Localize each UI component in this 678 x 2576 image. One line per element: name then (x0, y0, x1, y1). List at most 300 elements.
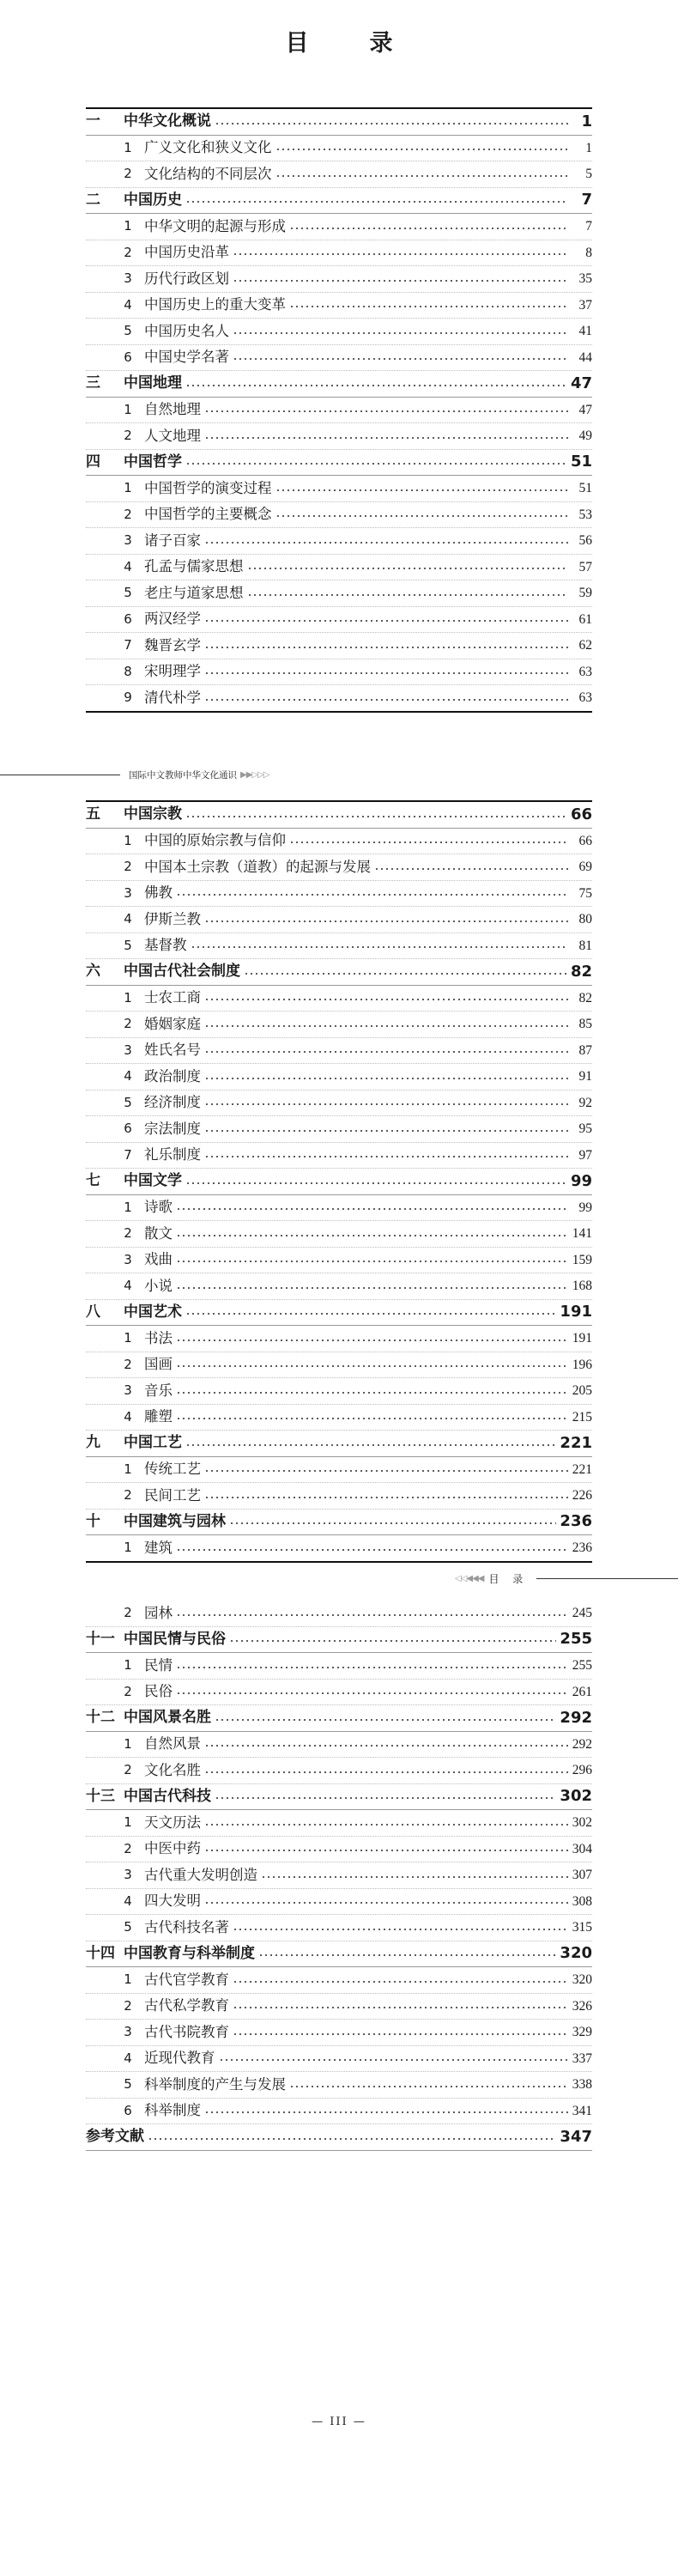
running-head-text: 国际中文教师中华文化通识 (129, 770, 237, 781)
dot-leader (204, 1497, 568, 1498)
entry-title: 散文 (144, 1224, 173, 1242)
toc-chapter-row[interactable] (86, 1705, 592, 1732)
entry-number: 4 (124, 296, 132, 313)
dot-leader (204, 1103, 568, 1105)
toc-entry-row[interactable] (86, 293, 592, 319)
toc-entry-row[interactable] (86, 2099, 592, 2125)
entry-number: 2 (124, 1016, 132, 1032)
dot-leader (185, 1182, 567, 1184)
entry-title: 中国历史名人 (144, 322, 229, 339)
toc-chapter-row[interactable] (86, 450, 592, 477)
entry-number: 7 (124, 1146, 132, 1163)
dot-leader (275, 489, 569, 491)
dot-leader (204, 1078, 568, 1079)
page-ref: 236 (572, 1540, 592, 1555)
entry-title: 中国历史沿革 (144, 244, 229, 260)
entry-title: 中华文明的起源与形成 (144, 217, 286, 234)
dot-leader (233, 253, 568, 255)
entry-number: 3 (124, 270, 132, 287)
toc-entry-row[interactable] (86, 398, 592, 424)
toc-entry-row[interactable] (86, 1653, 592, 1680)
page-title: 目 录 (285, 30, 412, 57)
toc-entry-row[interactable] (86, 476, 592, 502)
chapter-number: 四 (86, 453, 100, 471)
chapter-number: 十四 (86, 1944, 115, 1962)
entry-number: 5 (124, 323, 132, 339)
chapter-number: 七 (86, 1172, 100, 1190)
running-head-rule (536, 1578, 678, 1579)
dot-leader (244, 973, 567, 975)
dot-leader (233, 1929, 568, 1930)
entry-title: 历代行政区划 (144, 270, 229, 287)
toc-entry-row[interactable] (86, 2046, 592, 2073)
dot-leader (176, 1418, 568, 1419)
chapter-title: 中国建筑与园林 (124, 1512, 226, 1530)
running-head-left (0, 769, 678, 781)
toc-entry-row[interactable] (86, 1915, 592, 1941)
entry-number: 3 (124, 1251, 132, 1267)
entry-title: 音乐 (144, 1382, 173, 1399)
toc-chapter-row[interactable] (86, 107, 592, 136)
toc-entry-row[interactable] (86, 1405, 592, 1431)
chapter-title: 中国民情与民俗 (124, 1630, 226, 1648)
toc-entry-row[interactable] (86, 1457, 592, 1484)
page-ref: 226 (572, 1488, 592, 1503)
toc-entry-row[interactable] (86, 502, 592, 529)
toc-entry-row[interactable] (86, 986, 592, 1012)
toc-entry-row[interactable] (86, 1810, 592, 1837)
toc-entry-row[interactable] (86, 1038, 592, 1065)
page-ref: 91 (578, 1069, 592, 1084)
toc-block-3 (86, 1601, 592, 2151)
page-ref: 51 (570, 453, 592, 471)
entry-title: 文化名胜 (144, 1761, 201, 1778)
dot-leader (185, 1313, 556, 1315)
dot-leader (229, 1522, 556, 1524)
entry-number: 6 (124, 1121, 132, 1137)
dot-leader (233, 332, 568, 334)
chapter-title: 中国风景名胜 (124, 1709, 211, 1727)
toc-entry-row[interactable] (86, 829, 592, 855)
entry-number: 2 (124, 859, 132, 875)
toc-entry-row[interactable] (86, 240, 592, 267)
page-ref: 8 (585, 245, 592, 260)
page-ref: 221 (560, 1433, 592, 1452)
dot-leader (185, 201, 568, 203)
arrow-right-icon: ▶▶▷▷▷ (240, 770, 269, 780)
dot-leader (289, 306, 568, 307)
page-ref: 95 (578, 1121, 592, 1136)
dot-leader (374, 868, 568, 870)
page-ref: 337 (572, 2050, 592, 2066)
entry-number: 1 (124, 1657, 132, 1674)
entry-number: 1 (124, 1814, 132, 1831)
toc-entry-row[interactable] (86, 580, 592, 607)
entry-number: 2 (124, 166, 132, 182)
toc-chapter-row[interactable] (86, 1169, 592, 1195)
page-ref: 59 (578, 586, 592, 600)
chapter-title: 中国古代科技 (124, 1787, 211, 1805)
dot-leader (204, 2111, 568, 2113)
dot-leader (204, 1156, 568, 1157)
chapter-title: 中国艺术 (124, 1303, 182, 1321)
entry-title: 文化结构的不同层次 (144, 165, 272, 182)
toc-chapter-row[interactable] (86, 1627, 592, 1654)
page-ref: 341 (572, 2103, 592, 2118)
entry-number: 9 (124, 690, 132, 706)
entry-title: 老庄与道家思想 (144, 584, 244, 601)
toc-chapter-row[interactable] (86, 800, 592, 829)
page-ref: 80 (578, 912, 592, 927)
entry-number: 4 (124, 1408, 132, 1425)
chapter-title: 中国历史 (124, 191, 182, 209)
dot-leader (289, 841, 568, 843)
page-ref: 85 (578, 1017, 592, 1031)
toc-entry-row[interactable] (86, 319, 592, 345)
toc-chapter-row[interactable] (86, 959, 592, 986)
toc-entry-row[interactable] (86, 685, 592, 713)
dot-leader (204, 1824, 568, 1826)
toc-entry-row[interactable] (86, 1601, 592, 1627)
entry-title: 近现代教育 (144, 2050, 215, 2066)
dot-leader (289, 2086, 568, 2087)
toc-entry-row[interactable] (86, 881, 592, 908)
toc-entry-row[interactable] (86, 555, 592, 581)
entry-number: 5 (124, 937, 132, 953)
entry-title: 民间工艺 (144, 1486, 201, 1504)
page-ref: 302 (572, 1815, 592, 1830)
dot-leader (185, 463, 567, 465)
toc-block-2 (86, 800, 592, 1563)
page-ref: 5 (585, 167, 592, 181)
entry-number: 3 (124, 532, 132, 549)
toc-entry-row[interactable] (86, 266, 592, 293)
toc-entry-row[interactable] (86, 136, 592, 162)
dot-leader (148, 2138, 556, 2140)
page-ref: 320 (572, 1972, 592, 1987)
dot-leader (204, 999, 568, 1000)
toc-entry-row[interactable] (86, 345, 592, 372)
entry-title: 婚姻家庭 (144, 1015, 201, 1032)
page-ref: 35 (578, 271, 592, 286)
toc-entry-row[interactable] (86, 214, 592, 240)
page-ref: 168 (572, 1279, 592, 1293)
page-ref: 57 (578, 559, 592, 574)
dot-leader (215, 123, 568, 125)
page-ref: 47 (570, 374, 592, 392)
dot-leader (275, 175, 569, 177)
dot-leader (176, 1392, 568, 1394)
dot-leader (204, 672, 568, 674)
page-ref: 87 (578, 1042, 592, 1058)
dot-leader (289, 228, 568, 229)
page-ref: 292 (560, 1708, 592, 1727)
dot-leader (204, 1850, 568, 1851)
entry-title: 经济制度 (144, 1094, 201, 1110)
page-ref: 1 (585, 140, 592, 155)
chapter-title: 中国宗教 (124, 805, 182, 823)
dot-leader (176, 1261, 568, 1262)
entry-title: 中医中药 (144, 1840, 201, 1856)
page-ref: 66 (578, 833, 592, 848)
toc-entry-row[interactable] (86, 1680, 592, 1706)
page-ref: 37 (578, 297, 592, 313)
page-ref: 66 (570, 805, 592, 823)
chapter-title: 中国古代社会制度 (124, 963, 240, 981)
entry-number: 1 (124, 1540, 132, 1556)
running-head-right (455, 1571, 678, 1586)
page-ref: 307 (572, 1868, 592, 1882)
page-ref: 296 (572, 1763, 592, 1777)
entry-number: 4 (124, 558, 132, 574)
entry-number: 1 (124, 1735, 132, 1752)
toc-entry-row[interactable] (86, 2072, 592, 2099)
entry-number: 7 (124, 637, 132, 653)
entry-number: 2 (124, 428, 132, 444)
entry-number: 2 (124, 1840, 132, 1856)
page-ref: 191 (560, 1303, 592, 1321)
dot-leader (275, 149, 569, 150)
toc-entry-row[interactable] (86, 1195, 592, 1222)
entry-number: 5 (124, 1919, 132, 1935)
page-ref: 1 (581, 112, 592, 131)
toc-entry-row[interactable] (86, 1967, 592, 1994)
toc-chapter-row[interactable] (86, 1510, 592, 1536)
chapter-number: 六 (86, 963, 100, 981)
chapter-title: 参考文献 (86, 2128, 144, 2146)
toc-entry-row[interactable] (86, 1889, 592, 1916)
page-number: — III — (312, 2415, 366, 2428)
entry-title: 建筑 (144, 1539, 173, 1556)
dot-leader (258, 1954, 556, 1956)
chapter-title: 中国文学 (124, 1172, 182, 1190)
toc-entry-row[interactable] (86, 1326, 592, 1352)
dot-leader (176, 1235, 568, 1236)
entry-title: 古代书院教育 (144, 2023, 229, 2040)
toc-entry-row[interactable] (86, 1732, 592, 1759)
entry-number: 1 (124, 832, 132, 848)
toc-entry-row[interactable] (86, 1012, 592, 1038)
chapter-number: 十一 (86, 1630, 115, 1648)
dot-leader (204, 1025, 568, 1027)
page-ref: 196 (572, 1357, 592, 1372)
entry-title: 民情 (144, 1656, 173, 1674)
dot-leader (219, 2059, 569, 2061)
page-ref: 205 (572, 1383, 592, 1398)
entry-number: 1 (124, 401, 132, 417)
page-ref: 56 (578, 533, 592, 548)
dot-leader (233, 2033, 568, 2035)
entry-title: 雕塑 (144, 1408, 173, 1425)
entry-title: 古代官学教育 (144, 1971, 229, 1988)
dot-leader (233, 358, 568, 360)
dot-leader (215, 1719, 556, 1721)
chapter-title: 中华文化概说 (124, 112, 211, 131)
entry-number: 4 (124, 1278, 132, 1294)
chapter-title: 中国哲学 (124, 453, 182, 471)
page-ref: 99 (570, 1171, 592, 1190)
dot-leader (204, 647, 568, 648)
toc-entry-row[interactable] (86, 2020, 592, 2046)
toc-chapter-row[interactable] (86, 2124, 592, 2151)
entry-number: 8 (124, 663, 132, 679)
dot-leader (176, 1208, 568, 1210)
page-ref: 215 (572, 1409, 592, 1425)
dot-leader (247, 568, 569, 569)
toc-entry-row[interactable] (86, 1143, 592, 1170)
chapter-title: 中国教育与科举制度 (124, 1944, 255, 1962)
page-ref: 97 (578, 1147, 592, 1163)
chapter-title: 中国工艺 (124, 1434, 182, 1452)
entry-title: 魏晋玄学 (144, 636, 201, 653)
page-ref: 75 (578, 885, 592, 901)
dot-leader (229, 1640, 556, 1642)
entry-title: 传统工艺 (144, 1461, 201, 1477)
dot-leader (176, 1287, 568, 1289)
entry-number: 1 (124, 1330, 132, 1346)
entry-number: 2 (124, 1225, 132, 1242)
toc-chapter-row[interactable] (86, 1784, 592, 1811)
entry-title: 两汉经学 (144, 611, 201, 627)
page-ref: 82 (570, 962, 592, 981)
entry-title: 礼乐制度 (144, 1146, 201, 1163)
page-ref: 255 (572, 1658, 592, 1673)
entry-number: 3 (124, 884, 132, 901)
dot-leader (185, 816, 567, 817)
toc-entry-row[interactable] (86, 1352, 592, 1379)
toc-entry-row[interactable] (86, 1064, 592, 1091)
toc-entry-row[interactable] (86, 633, 592, 659)
toc-entry-row[interactable] (86, 1758, 592, 1784)
page-ref: 329 (572, 2025, 592, 2039)
toc-entry-row[interactable] (86, 1483, 592, 1510)
dot-leader (247, 594, 569, 596)
page-ref: 315 (572, 1920, 592, 1935)
entry-number: 3 (124, 2024, 132, 2040)
entry-number: 4 (124, 911, 132, 927)
page-ref: 302 (560, 1787, 592, 1806)
dot-leader (204, 437, 568, 439)
page-ref: 49 (578, 428, 592, 443)
running-head-text: 目 录 (488, 1573, 529, 1585)
page-ref: 308 (572, 1893, 592, 1909)
entry-title: 戏曲 (144, 1251, 173, 1267)
page-ref: 347 (560, 2127, 592, 2146)
entry-number: 6 (124, 2102, 132, 2118)
toc-entry-row[interactable] (86, 1091, 592, 1117)
chapter-number: 八 (86, 1303, 100, 1321)
entry-title: 中国哲学的主要概念 (144, 506, 272, 522)
toc-chapter-row[interactable] (86, 1431, 592, 1457)
entry-title: 佛教 (144, 884, 173, 901)
toc-entry-row[interactable] (86, 1837, 592, 1863)
toc-entry-row[interactable] (86, 161, 592, 188)
entry-number: 3 (124, 1382, 132, 1399)
entry-number: 2 (124, 1356, 132, 1372)
entry-title: 科举制度的产生与发展 (144, 2075, 286, 2093)
toc-chapter-row[interactable] (86, 1941, 592, 1968)
entry-title: 园林 (144, 1604, 173, 1621)
entry-number: 2 (124, 244, 132, 260)
entry-title: 宋明理学 (144, 663, 201, 679)
dot-leader (176, 1614, 568, 1616)
dot-leader (204, 699, 568, 701)
toc-entry-row[interactable] (86, 1994, 592, 2020)
toc-entry-row[interactable] (86, 1221, 592, 1248)
chapter-number: 五 (86, 805, 100, 823)
toc-entry-row[interactable] (86, 607, 592, 634)
page-ref: 320 (560, 1944, 592, 1963)
entry-title: 四大发明 (144, 1893, 201, 1909)
toc-chapter-row[interactable] (86, 1300, 592, 1327)
entry-title: 宗法制度 (144, 1120, 201, 1137)
dot-leader (176, 894, 568, 896)
chapter-number: 十二 (86, 1709, 115, 1727)
chapter-title: 中国地理 (124, 374, 182, 392)
entry-title: 中国历史上的重大变革 (144, 296, 286, 313)
toc-entry-row[interactable] (86, 423, 592, 450)
dot-leader (204, 410, 568, 412)
dot-leader (233, 2007, 568, 2008)
toc-entry-row[interactable] (86, 907, 592, 933)
toc-entry-row[interactable] (86, 933, 592, 960)
toc-entry-row[interactable] (86, 1273, 592, 1300)
dot-leader (204, 1470, 568, 1472)
toc-entry-row[interactable] (86, 1378, 592, 1405)
dot-leader (176, 1549, 568, 1551)
entry-number: 2 (124, 506, 132, 522)
chapter-number: 十 (86, 1512, 100, 1530)
page-ref: 304 (572, 1841, 592, 1856)
entry-number: 1 (124, 1199, 132, 1215)
entry-title: 小说 (144, 1277, 173, 1294)
entry-title: 中国哲学的演变过程 (144, 479, 272, 496)
dot-leader (204, 1130, 568, 1132)
dot-leader (204, 920, 568, 922)
page-ref: 63 (578, 690, 592, 705)
entry-title: 中国本土宗教（道教）的起源与发展 (144, 858, 371, 875)
toc-entry-row[interactable] (86, 1862, 592, 1889)
entry-number: 2 (124, 1487, 132, 1504)
entry-number: 2 (124, 1605, 132, 1621)
page-ref: 159 (572, 1252, 592, 1267)
entry-title: 基督教 (144, 937, 187, 953)
page-ref: 82 (578, 990, 592, 1005)
toc-entry-row[interactable] (86, 1535, 592, 1563)
page-ref: 81 (578, 938, 592, 953)
entry-title: 伊斯兰教 (144, 910, 201, 927)
entry-title: 诗歌 (144, 1199, 173, 1215)
toc-entry-row[interactable] (86, 528, 592, 555)
chapter-number: 九 (86, 1434, 100, 1452)
entry-title: 古代私学教育 (144, 1997, 229, 2014)
toc-entry-row[interactable] (86, 1116, 592, 1143)
entry-title: 姓氏名号 (144, 1042, 201, 1058)
page-ref: 7 (585, 219, 592, 234)
chapter-number: 二 (86, 191, 100, 209)
toc-entry-row[interactable] (86, 659, 592, 686)
arrow-left-icon: ◁◁◀◀◀ (455, 1574, 484, 1583)
page-ref: 292 (572, 1736, 592, 1752)
toc-chapter-row[interactable] (86, 371, 592, 398)
entry-number: 1 (124, 218, 132, 234)
toc-entry-row[interactable] (86, 854, 592, 881)
chapter-number: 十三 (86, 1787, 115, 1805)
toc-chapter-row[interactable] (86, 188, 592, 215)
dot-leader (176, 1365, 568, 1367)
toc-entry-row[interactable] (86, 1248, 592, 1274)
entry-title: 广义文化和狭义文化 (144, 139, 272, 155)
